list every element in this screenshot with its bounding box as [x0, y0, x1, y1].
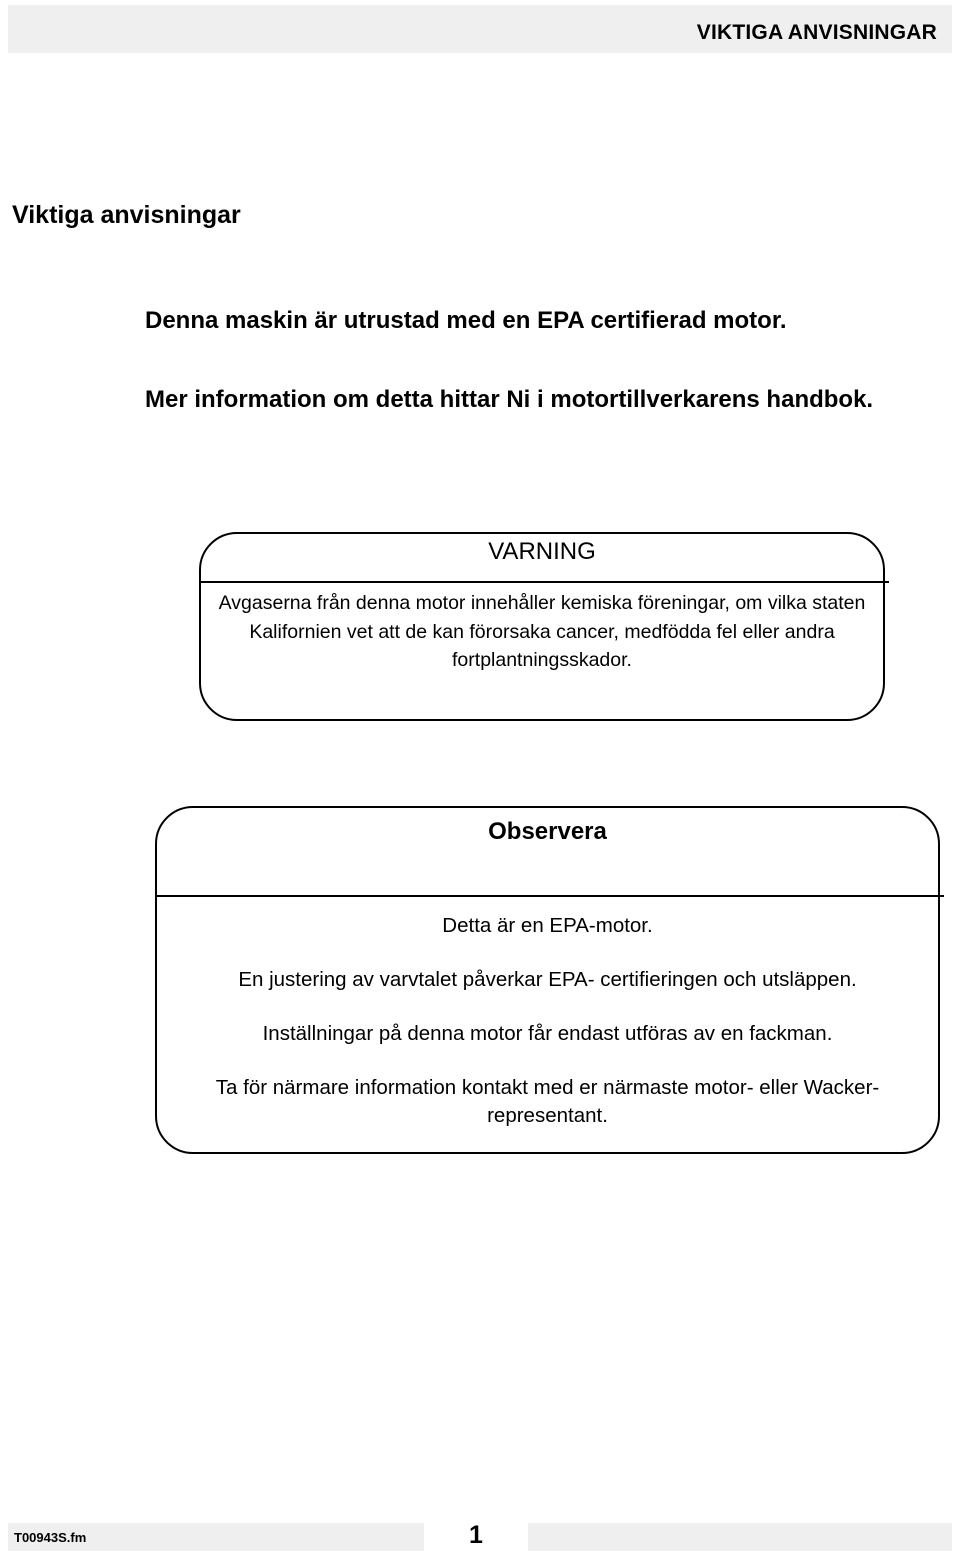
header-bar: [8, 5, 952, 53]
note-line-epa-engine: Detta är en EPA-motor.: [442, 914, 653, 937]
note-title: Observera: [488, 818, 607, 845]
note-line-rpm-adjustment: En justering av varvtalet påverkar EPA- certifieringen och utsläppen.: [238, 968, 857, 991]
note-line-settings: Inställningar på denna motor får endast utföras av en fackman.: [262, 1022, 833, 1045]
footer-right-bar: [528, 1523, 952, 1551]
warning-text: Avgaserna från denna motor innehåller kemiska föreningar, om vilka staten Kalifornien vet att de kan förorsaka cancer, medfödda fel eller andra fortplantningsskador.: [218, 592, 866, 671]
footer-filename: T00943S.fm: [14, 1530, 87, 1545]
note-divider: [155, 895, 944, 897]
note-line-contact: Ta för närmare information kontakt med er närmaste motor- eller Wacker-representant.: [215, 1076, 880, 1127]
intro-paragraph-handbook: Mer information om detta hittar Ni i motortillverkarens handbok.: [145, 386, 874, 413]
section-heading: Viktiga anvisningar: [12, 201, 241, 229]
footer-page-number: 1: [469, 1521, 483, 1549]
running-header-title: VIKTIGA ANVISNINGAR: [696, 21, 937, 44]
warning-divider: [199, 581, 889, 583]
intro-paragraph-engine: Denna maskin är utrustad med en EPA certifierad motor.: [145, 307, 787, 334]
warning-title: VARNING: [488, 538, 596, 565]
